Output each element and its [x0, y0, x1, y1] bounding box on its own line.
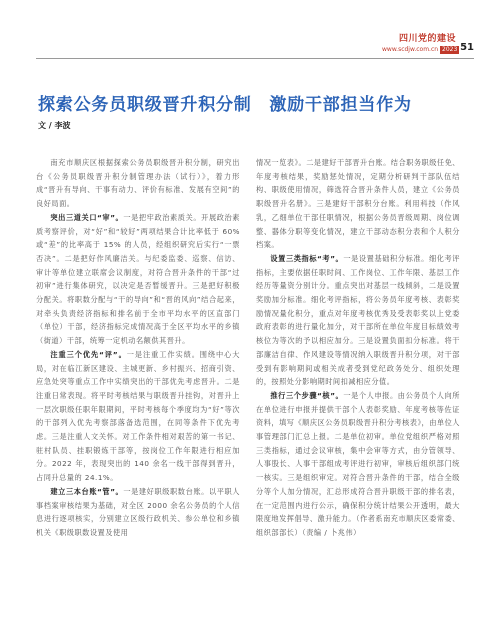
paragraph — [36, 211, 240, 348]
page-number: 51 — [460, 42, 474, 53]
paragraph-text: 一是个人申报。由公务员个人向所在单位进行申报并提供干部个人表彰奖励、年度考核等佐证资料，填写《顺庆区公务员职级晋升积分考核表》，由单位人事管理部门汇总上报。二是单位初审。单位党组织严格对照三类指标，通过会议审核，集中会审等方式，由分管领导、人事股长、人事干部组成考评进行初审，审核后组织部门统一核实。三是组织审定。对符合晋升条件的干部，结合全级分等个人加分情况，汇总形成符合晋升职级干部的排名表，在一定范围内进行公示，确保积分统计结果公开透明，最大限度地发挥倡导、激升能力。（作者系南充市顺庆区委常委、组织部部长）（责编 / 卜兆伟） — [256, 390, 460, 537]
paragraph-text: 一是设置基础积分标准。细化考评指标，主要依据任职时间、工作岗位、工作年限、基层工作经历等量资分别计分。重点突出对基层一线倾斜，二是设置奖励加分标准。细化考评指标，将公务员年度考核、表彰奖励情况量化积分，重点对年度考核优秀及受表彰奖以上党委政府表彰的进行量化加分，对干部所在单位年度目标绩效考核位为等次的予以相应加分。三是设置负面扣分标准。将干部廉洁自律、作风建设等情况纳入职级晋升积分项，对干部受到有影响期间或相关成者受到党纪政务处分、组织处理的，按照处分影响期时间扣减相应分值。 — [256, 253, 460, 387]
right-column — [256, 156, 460, 540]
magazine-name: 四川党的建设 — [398, 34, 456, 44]
paragraph — [256, 156, 460, 252]
paragraph — [36, 156, 240, 211]
article-title: 探索公务员职级晋升积分制 激励干部担当作为 — [38, 95, 412, 115]
header-divider — [36, 58, 474, 59]
paragraph-lead: 设置三类指标“考”。 — [270, 253, 344, 263]
paragraph — [256, 389, 460, 540]
magazine-masthead — [382, 34, 456, 54]
paragraph-lead: 突出三道关口“审”。 — [50, 212, 124, 222]
paragraph-lead: 建立三本台账“管”。 — [50, 486, 124, 496]
paragraph-text: 一是建好职级职数台账。以平职人事档案审核结果为基础，对全区 2000 余名公务员的个人信息进行逐项核实，分别建立区级行政机关、参公单位和乡镇机关《职级职数设置及使用 — [36, 486, 240, 537]
paragraph — [256, 252, 460, 389]
paragraph-lead: 推行三个步骤“核”。 — [270, 390, 344, 400]
paragraph-text: 南充市顺庆区根据探索公务员职级晋升积分制，研究出台《公务员职级晋升积分制管理办法（试行）》，着力形成“晋升有导向、干事有动力、评价有标准、发展有空间”的良好局面。 — [36, 158, 240, 209]
article-byline: 文 / 李波 — [38, 121, 71, 130]
paragraph — [36, 348, 240, 485]
left-column — [36, 156, 240, 540]
paragraph-text: 情况一览表》。二是建好干部晋升台账。结合职务职级任免、年度考核结果，奖励惩处情况，定期分析研判干部队伍结构、职级使用情况，筛选符合晋升条件人员，建立《公务员职级晋升名册》。三是建好干部积分台账。利用科技（作风乳，乙细单位干部任职情况，根据公务员晋级周期、岗位调整、器体分职等变化情况，建立干部动态积分表和个人积分档案。 — [256, 158, 460, 250]
magazine-url-text: www.scdjw.com.cn — [382, 46, 439, 53]
paragraph-lead: 注重三个优先“评”。 — [50, 349, 127, 359]
magazine-url — [382, 45, 456, 54]
paragraph — [36, 485, 240, 540]
paragraph-text: 一是注重工作实绩。围绕中心大局，对在临江新区建设、主城更新、乡村振兴、招商引资、应急处突等重点工作中实绩突出的干部优先考虑晋升。二是注重日常表现。将平时考核结果与职级晋升挂钩，对晋升上一层次职级任职年限期间，平时考核每个季度均为“好”等次的干部列入优先考察部落备选范围，在同等条件下优先考虑。三是注重人文关怀。对工作条件相对艰苦的第一书记、驻村队员、挂职锻炼干部等，按岗位工作年限进行相应加分。2022 年，表现突出的 140 余名一线干部得到晋升，占同升总量的 24.1%。 — [36, 349, 240, 483]
paragraph-text: 一是把牢政治素质关。开展政治素质考察评价，对“好”和“较好”两项结果合计比率低于 60% 或“差”的比率高于 15% 的人员，经组织研究后实行“一票否决”。二是把好作风廉洁关。与纪委监委、巡察、信访、审计等单位建立联席会议制度，对符合晋升条件的干部“过初审”进行集体研究，以决定是否暂缓晋升。三是把好积极分配关。将职数分配与“干的导向”和“晋的风向”结合起来，对牵头负责经济指标和排名前于全市平均水平的区直部门（单位）干部，经济指标完成情况高于全区平均水平的乡镇（街道）干部，统筹一定机动名额供其晋升。 — [36, 212, 240, 346]
page-header — [0, 0, 496, 62]
issue-badge: 2023 — [442, 45, 458, 53]
